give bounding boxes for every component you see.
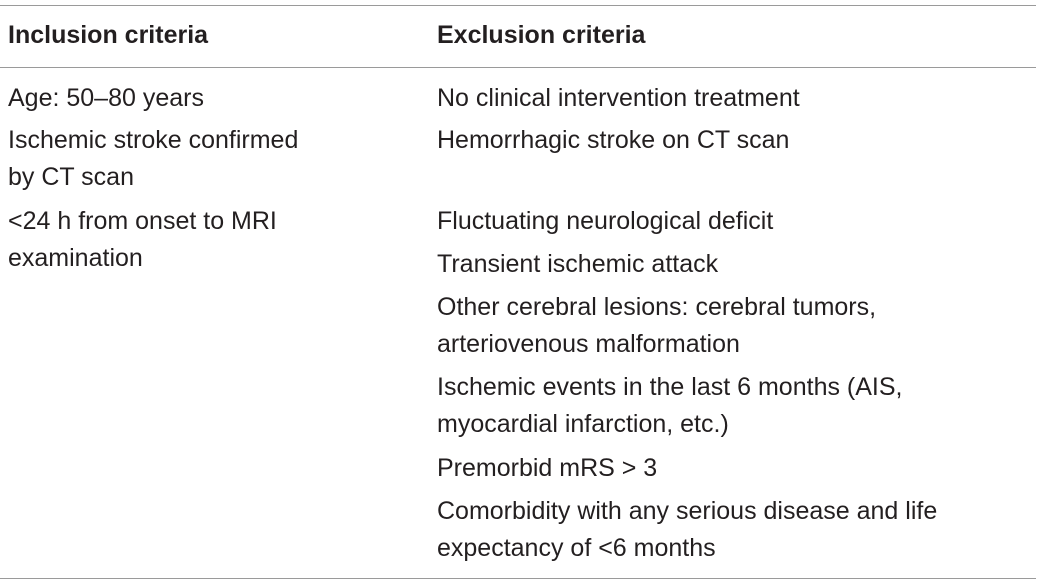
exclusion-item: Comorbidity with any serious disease and life expectancy of <6 months [437, 497, 938, 562]
inclusion-criteria-header: Inclusion criteria [8, 21, 209, 49]
table-top-rule [0, 5, 1036, 6]
exclusion-item: Premorbid mRS > 3 [437, 454, 658, 482]
exclusion-item: Ischemic events in the last 6 months (AIS, myocardial infarction, etc.) [437, 373, 903, 438]
inclusion-item: Age: 50–80 years [8, 84, 204, 112]
header-rule [0, 67, 1036, 68]
inclusion-item: <24 h from onset to MRI examination [8, 207, 277, 272]
exclusion-item: Fluctuating neurological deficit [437, 207, 774, 235]
exclusion-item: Transient ischemic attack [437, 250, 719, 278]
table-bottom-rule [0, 578, 1036, 579]
exclusion-criteria-header: Exclusion criteria [437, 21, 646, 49]
exclusion-item: Other cerebral lesions: cerebral tumors, arteriovenous malformation [437, 293, 877, 358]
exclusion-item: No clinical intervention treatment [437, 84, 800, 112]
exclusion-item: Hemorrhagic stroke on CT scan [437, 126, 790, 154]
inclusion-item: Ischemic stroke confirmed by CT scan [8, 126, 299, 191]
